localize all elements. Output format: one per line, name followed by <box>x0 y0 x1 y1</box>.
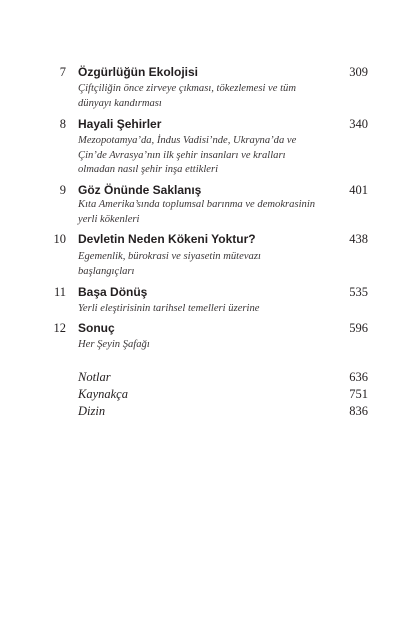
chapter-number: 9 <box>59 183 66 197</box>
back-matter-label: Notlar <box>78 370 111 384</box>
chapter-subtitle: Yerli eleştirisinin tarihsel temelleri üzerine <box>78 303 260 314</box>
toc-entry-chapter-9[interactable] <box>0 182 416 198</box>
toc-entry-index[interactable] <box>0 403 416 419</box>
chapter-subtitle: Mezopotamya’da, İndus Vadisi’nde, Ukrayna’da ve Çin’de Avrasya’nın ilk şehir insanları ve kralları olmadan nasıl şehir inşa ettikleri <box>78 135 297 175</box>
chapter-title: Göz Önünde Saklanış <box>78 183 202 197</box>
chapter-page-number: 401 <box>349 183 368 197</box>
chapter-page-number: 340 <box>349 117 368 131</box>
back-matter-label: Kaynakça <box>78 387 128 401</box>
chapter-title: Özgürlüğün Ekolojisi <box>78 65 198 79</box>
chapter-number: 7 <box>59 65 66 79</box>
toc-entry-notes[interactable] <box>0 369 416 385</box>
chapter-title: Sonuç <box>78 321 115 335</box>
chapter-page-number: 309 <box>349 65 368 79</box>
back-matter-label: Dizin <box>78 404 106 418</box>
toc-entry-chapter-10[interactable] <box>0 231 416 247</box>
chapter-subtitle: Egemenlik, bürokrasi ve siyasetin mütevazı başlangıçları <box>78 251 261 277</box>
chapter-page-number: 535 <box>349 285 368 299</box>
chapter-subtitle: Kıta Amerika’sında toplumsal barınma ve demokrasinin yerli kökenleri <box>78 199 316 225</box>
chapter-title: Devletin Neden Kökeni Yoktur? <box>78 232 256 246</box>
back-matter-page-number: 636 <box>349 370 368 384</box>
chapter-page-number: 596 <box>349 321 368 335</box>
chapter-number: 11 <box>53 285 66 299</box>
toc-entry-chapter-12[interactable] <box>0 320 416 336</box>
back-matter-page-number: 836 <box>349 404 368 418</box>
chapter-number: 12 <box>53 321 66 335</box>
toc-entry-bibliography[interactable] <box>0 386 416 402</box>
chapter-title: Hayali Şehirler <box>78 117 162 131</box>
toc-entry-chapter-11[interactable] <box>0 284 416 300</box>
chapter-subtitle: Her Şeyin Şafağı <box>78 339 150 350</box>
chapter-title: Başa Dönüş <box>78 285 148 299</box>
chapter-number: 10 <box>53 232 66 246</box>
toc-entry-chapter-8[interactable] <box>0 116 416 132</box>
toc-entry-chapter-7[interactable] <box>0 64 416 80</box>
chapter-subtitle: Çiftçiliğin önce zirveye çıkması, tökezlemesi ve tüm dünyayı kandırması <box>78 83 296 109</box>
back-matter-page-number: 751 <box>349 387 368 401</box>
chapter-page-number: 438 <box>349 232 368 246</box>
chapter-number: 8 <box>59 117 66 131</box>
